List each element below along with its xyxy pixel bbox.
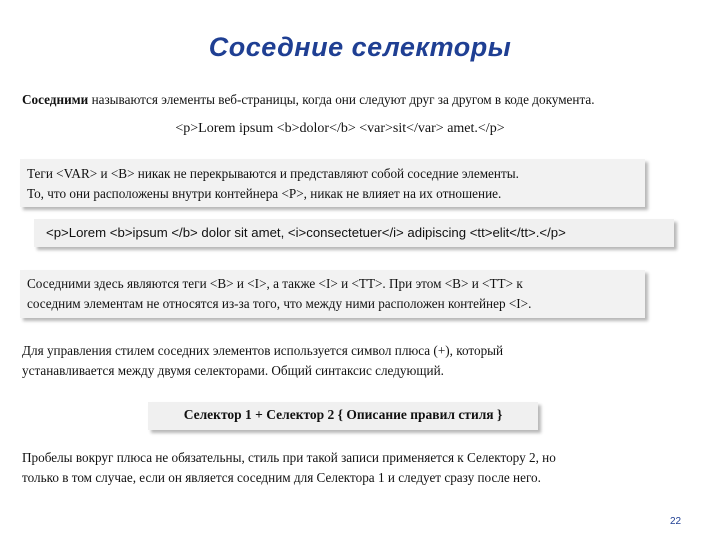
syntax-intro-line-2: устанавливается между двумя селекторами. Общий синтаксис следующий.	[22, 363, 444, 378]
note-1-line-1: Теги <VAR> и <B> никак не перекрываются и представляют собой соседние элементы.	[27, 166, 519, 181]
spaces-note-line-1: Пробелы вокруг плюса не обязательны, стиль при такой записи применяется к Селектору 2, но	[22, 450, 556, 465]
code-box-2	[34, 219, 674, 247]
note-box-1	[20, 159, 645, 207]
syntax-box	[148, 402, 538, 430]
syntax-intro-line-1: Для управления стилем соседних элементов используется символ плюса (+), который	[22, 343, 504, 358]
slide-title: Соседние селекторы	[208, 32, 512, 62]
spaces-note-line-2: только в том случае, если он является соседним для Селектора 1 и следует сразу после него.	[22, 470, 541, 485]
intro-bold-term: Соседними	[22, 92, 89, 107]
syntax-text: Селектор 1 + Селектор 2 { Описание правил стиля }	[183, 407, 503, 422]
page-number: 22	[670, 516, 682, 527]
note-1-line-2: То, что они расположены внутри контейнера <P>, никак не влияет на их отношение.	[27, 186, 502, 201]
note-box-2	[20, 270, 645, 318]
code-example-1: <p>Lorem ipsum <b>dolor</b> <var>sit</var> amet.</p>	[175, 121, 505, 136]
note-2-line-2: соседним элементам не относятся из-за того, что между ними расположен контейнер <I>.	[27, 296, 532, 311]
intro-paragraph	[22, 92, 712, 108]
code-example-2: <p>Lorem <b>ipsum </b> dolor sit amet, <i>consectetuer</i> adipiscing <tt>elit</tt>.</p>	[46, 225, 566, 240]
intro-text: называются элементы веб-страницы, когда они следуют друг за другом в коде документа.	[88, 92, 595, 107]
note-2-line-1: Соседними здесь являются теги <B> и <I>, а также <I> и <TT>. При этом <B> и <TT> к	[27, 276, 523, 291]
